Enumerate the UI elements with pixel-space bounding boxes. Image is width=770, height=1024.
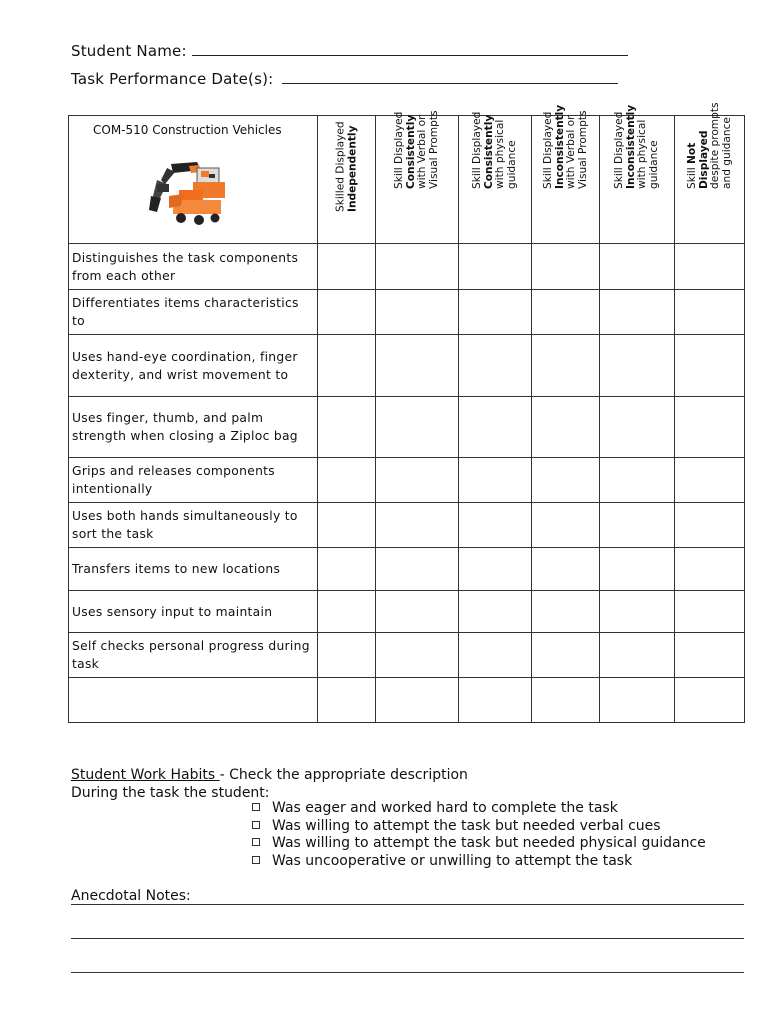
column-header-plain: Skill Displayed xyxy=(471,111,483,189)
notes-line[interactable] xyxy=(71,972,744,973)
column-header-text xyxy=(614,105,660,189)
rating-cell[interactable] xyxy=(600,244,675,290)
column-header-line: with Verbal or xyxy=(564,115,577,189)
skill-description: Uses hand-eye coordination, finger dexterity, and wrist movement to xyxy=(69,335,318,397)
checkbox-icon[interactable] xyxy=(252,856,260,864)
table-row xyxy=(69,458,745,503)
work-habits-instruction: - Check the appropriate description xyxy=(219,767,468,783)
task-dates-field[interactable] xyxy=(282,71,618,84)
rating-cell[interactable] xyxy=(376,397,459,458)
skill-description xyxy=(69,678,318,723)
column-header-text xyxy=(543,105,589,189)
work-habits-heading: Student Work Habits xyxy=(71,767,220,783)
skill-description: Differentiates items characteristics to xyxy=(69,290,318,335)
rating-cell[interactable] xyxy=(376,678,459,723)
rating-cell[interactable] xyxy=(459,290,532,335)
column-header-plain: Skill xyxy=(685,163,698,189)
rating-cell[interactable] xyxy=(600,633,675,678)
rating-cell[interactable] xyxy=(459,591,532,633)
checkbox-icon[interactable] xyxy=(252,838,260,846)
rating-cell[interactable] xyxy=(532,678,600,723)
rating-cell[interactable] xyxy=(675,591,745,633)
rating-cell[interactable] xyxy=(459,397,532,458)
skill-description: Uses both hands simultaneously to sort the task xyxy=(69,503,318,548)
rating-cell[interactable] xyxy=(376,458,459,503)
column-header-bold: Consistently xyxy=(404,114,417,189)
habit-option-label: Was eager and worked hard to complete the task xyxy=(272,800,618,816)
column-header-plain: Skilled Displayed xyxy=(334,121,346,212)
rating-cell[interactable] xyxy=(376,548,459,591)
habit-option-label: Was willing to attempt the task but needed verbal cues xyxy=(272,817,661,834)
table-row xyxy=(69,503,745,548)
column-header-bold: Inconsistently xyxy=(624,104,637,189)
table-row xyxy=(69,678,745,723)
anecdotal-notes-label: Anecdotal Notes: xyxy=(71,888,191,904)
rating-cell[interactable] xyxy=(532,458,600,503)
rating-cell[interactable] xyxy=(459,244,532,290)
column-header-line: and guidance xyxy=(720,117,732,189)
rating-cell[interactable] xyxy=(376,290,459,335)
habit-option[interactable] xyxy=(252,853,706,871)
column-header-text xyxy=(335,121,358,212)
column-header-line: guidance xyxy=(647,140,660,189)
skill-description: Transfers items to new locations xyxy=(69,548,318,591)
rating-cell[interactable] xyxy=(532,548,600,591)
column-header-bold: Independently xyxy=(345,125,358,212)
table-row xyxy=(69,290,745,335)
table-row xyxy=(69,548,745,591)
column-header-line: Visual Prompts xyxy=(427,110,440,189)
rating-cell[interactable] xyxy=(318,633,376,678)
table-title-cell xyxy=(69,116,318,244)
rating-cell[interactable] xyxy=(376,244,459,290)
rating-cell[interactable] xyxy=(318,591,376,633)
rating-cell[interactable] xyxy=(675,458,745,503)
task-dates-row xyxy=(71,70,618,88)
column-header-line: with physical xyxy=(494,119,506,189)
skill-description: Distinguishes the task components from each other xyxy=(69,244,318,290)
column-header-bold: Consistently xyxy=(482,114,495,189)
rating-cell[interactable] xyxy=(675,503,745,548)
table-title: COM-510 Construction Vehicles xyxy=(93,123,282,137)
column-header-line: with Verbal or xyxy=(416,115,428,189)
task-dates-label: Task Performance Date(s): xyxy=(71,70,274,88)
column-header-plain: Skill Displayed xyxy=(541,111,554,189)
column-header-line: Visual Prompts xyxy=(576,110,588,189)
rating-cell[interactable] xyxy=(532,591,600,633)
work-habits xyxy=(71,766,468,802)
rating-cell[interactable] xyxy=(532,290,600,335)
skills-table xyxy=(68,102,745,723)
skill-description: Self checks personal progress during task xyxy=(69,633,318,678)
rating-cell[interactable] xyxy=(675,678,745,723)
column-header-text xyxy=(394,110,440,189)
column-header-bold: Displayed xyxy=(697,130,709,189)
rating-cell[interactable] xyxy=(600,458,675,503)
rating-cell[interactable] xyxy=(600,335,675,397)
rating-cell[interactable] xyxy=(459,503,532,548)
habit-option-label: Was uncooperative or unwilling to attempt the task xyxy=(272,852,633,869)
rating-cell[interactable] xyxy=(600,548,675,591)
rating-cell[interactable] xyxy=(532,397,600,458)
column-header-plain: Skill Displayed xyxy=(393,111,405,189)
rating-cell[interactable] xyxy=(318,678,376,723)
construction-vehicle-icon xyxy=(149,160,227,240)
skill-description: Uses finger, thumb, and palm strength when closing a Ziploc bag xyxy=(69,397,318,458)
rating-cell[interactable] xyxy=(675,548,745,591)
rating-cell[interactable] xyxy=(675,633,745,678)
column-header xyxy=(318,116,376,244)
rating-cell[interactable] xyxy=(459,335,532,397)
rating-cell[interactable] xyxy=(459,678,532,723)
table-row xyxy=(69,397,745,458)
checkbox-icon[interactable] xyxy=(252,803,260,811)
rating-cell[interactable] xyxy=(459,633,532,678)
column-header xyxy=(376,110,459,244)
rating-cell[interactable] xyxy=(675,397,745,458)
column-header-bold: Inconsistently xyxy=(553,104,565,189)
column-header-text xyxy=(472,112,518,189)
rating-cell[interactable] xyxy=(600,503,675,548)
rating-cell[interactable] xyxy=(318,335,376,397)
rating-cell[interactable] xyxy=(318,503,376,548)
notes-line[interactable] xyxy=(71,904,744,905)
rating-cell[interactable] xyxy=(376,335,459,397)
column-header xyxy=(675,102,745,244)
rating-cell[interactable] xyxy=(600,591,675,633)
table-row xyxy=(69,244,745,290)
rating-cell[interactable] xyxy=(318,397,376,458)
habit-option-label: Was willing to attempt the task but needed physical guidance xyxy=(272,835,706,851)
column-header xyxy=(532,104,600,244)
habit-option[interactable] xyxy=(252,818,706,836)
column-header xyxy=(600,104,675,244)
rating-cell[interactable] xyxy=(376,591,459,633)
column-header-line: despite prompts xyxy=(708,102,721,189)
rating-cell[interactable] xyxy=(376,503,459,548)
rating-cell[interactable] xyxy=(532,244,600,290)
rating-cell[interactable] xyxy=(318,244,376,290)
table-row xyxy=(69,591,745,633)
skill-description: Grips and releases components intentionally xyxy=(69,458,318,503)
column-header-plain: Skill Displayed xyxy=(613,111,625,189)
column-header-line: guidance xyxy=(505,140,518,189)
rating-cell[interactable] xyxy=(532,335,600,397)
rating-cell[interactable] xyxy=(532,503,600,548)
table-row xyxy=(69,335,745,397)
rating-cell[interactable] xyxy=(532,633,600,678)
rating-cell[interactable] xyxy=(675,244,745,290)
rating-cell[interactable] xyxy=(318,290,376,335)
rating-cell[interactable] xyxy=(459,548,532,591)
rating-cell[interactable] xyxy=(600,397,675,458)
rating-cell[interactable] xyxy=(675,335,745,397)
habit-option[interactable] xyxy=(252,800,706,818)
rating-cell[interactable] xyxy=(376,633,459,678)
rating-cell[interactable] xyxy=(318,458,376,503)
rating-cell[interactable] xyxy=(600,678,675,723)
column-header-line: with physical xyxy=(636,119,648,189)
rating-cell[interactable] xyxy=(600,290,675,335)
rating-cell[interactable] xyxy=(459,458,532,503)
column-header-text xyxy=(687,102,733,189)
rating-cell[interactable] xyxy=(318,548,376,591)
checkbox-icon[interactable] xyxy=(252,821,260,829)
column-header-bold: Not xyxy=(685,142,698,164)
student-name-row xyxy=(71,42,628,60)
habit-option[interactable] xyxy=(252,835,706,853)
skill-description: Uses sensory input to maintain xyxy=(69,591,318,633)
work-habits-options xyxy=(252,800,706,870)
notes-line[interactable] xyxy=(71,938,744,939)
column-header xyxy=(459,111,532,244)
student-name-label: Student Name: xyxy=(71,42,187,60)
student-name-field[interactable] xyxy=(192,43,628,56)
rating-cell[interactable] xyxy=(675,290,745,335)
table-row xyxy=(69,633,745,678)
work-habits-intro: During the task the student: xyxy=(71,785,270,801)
